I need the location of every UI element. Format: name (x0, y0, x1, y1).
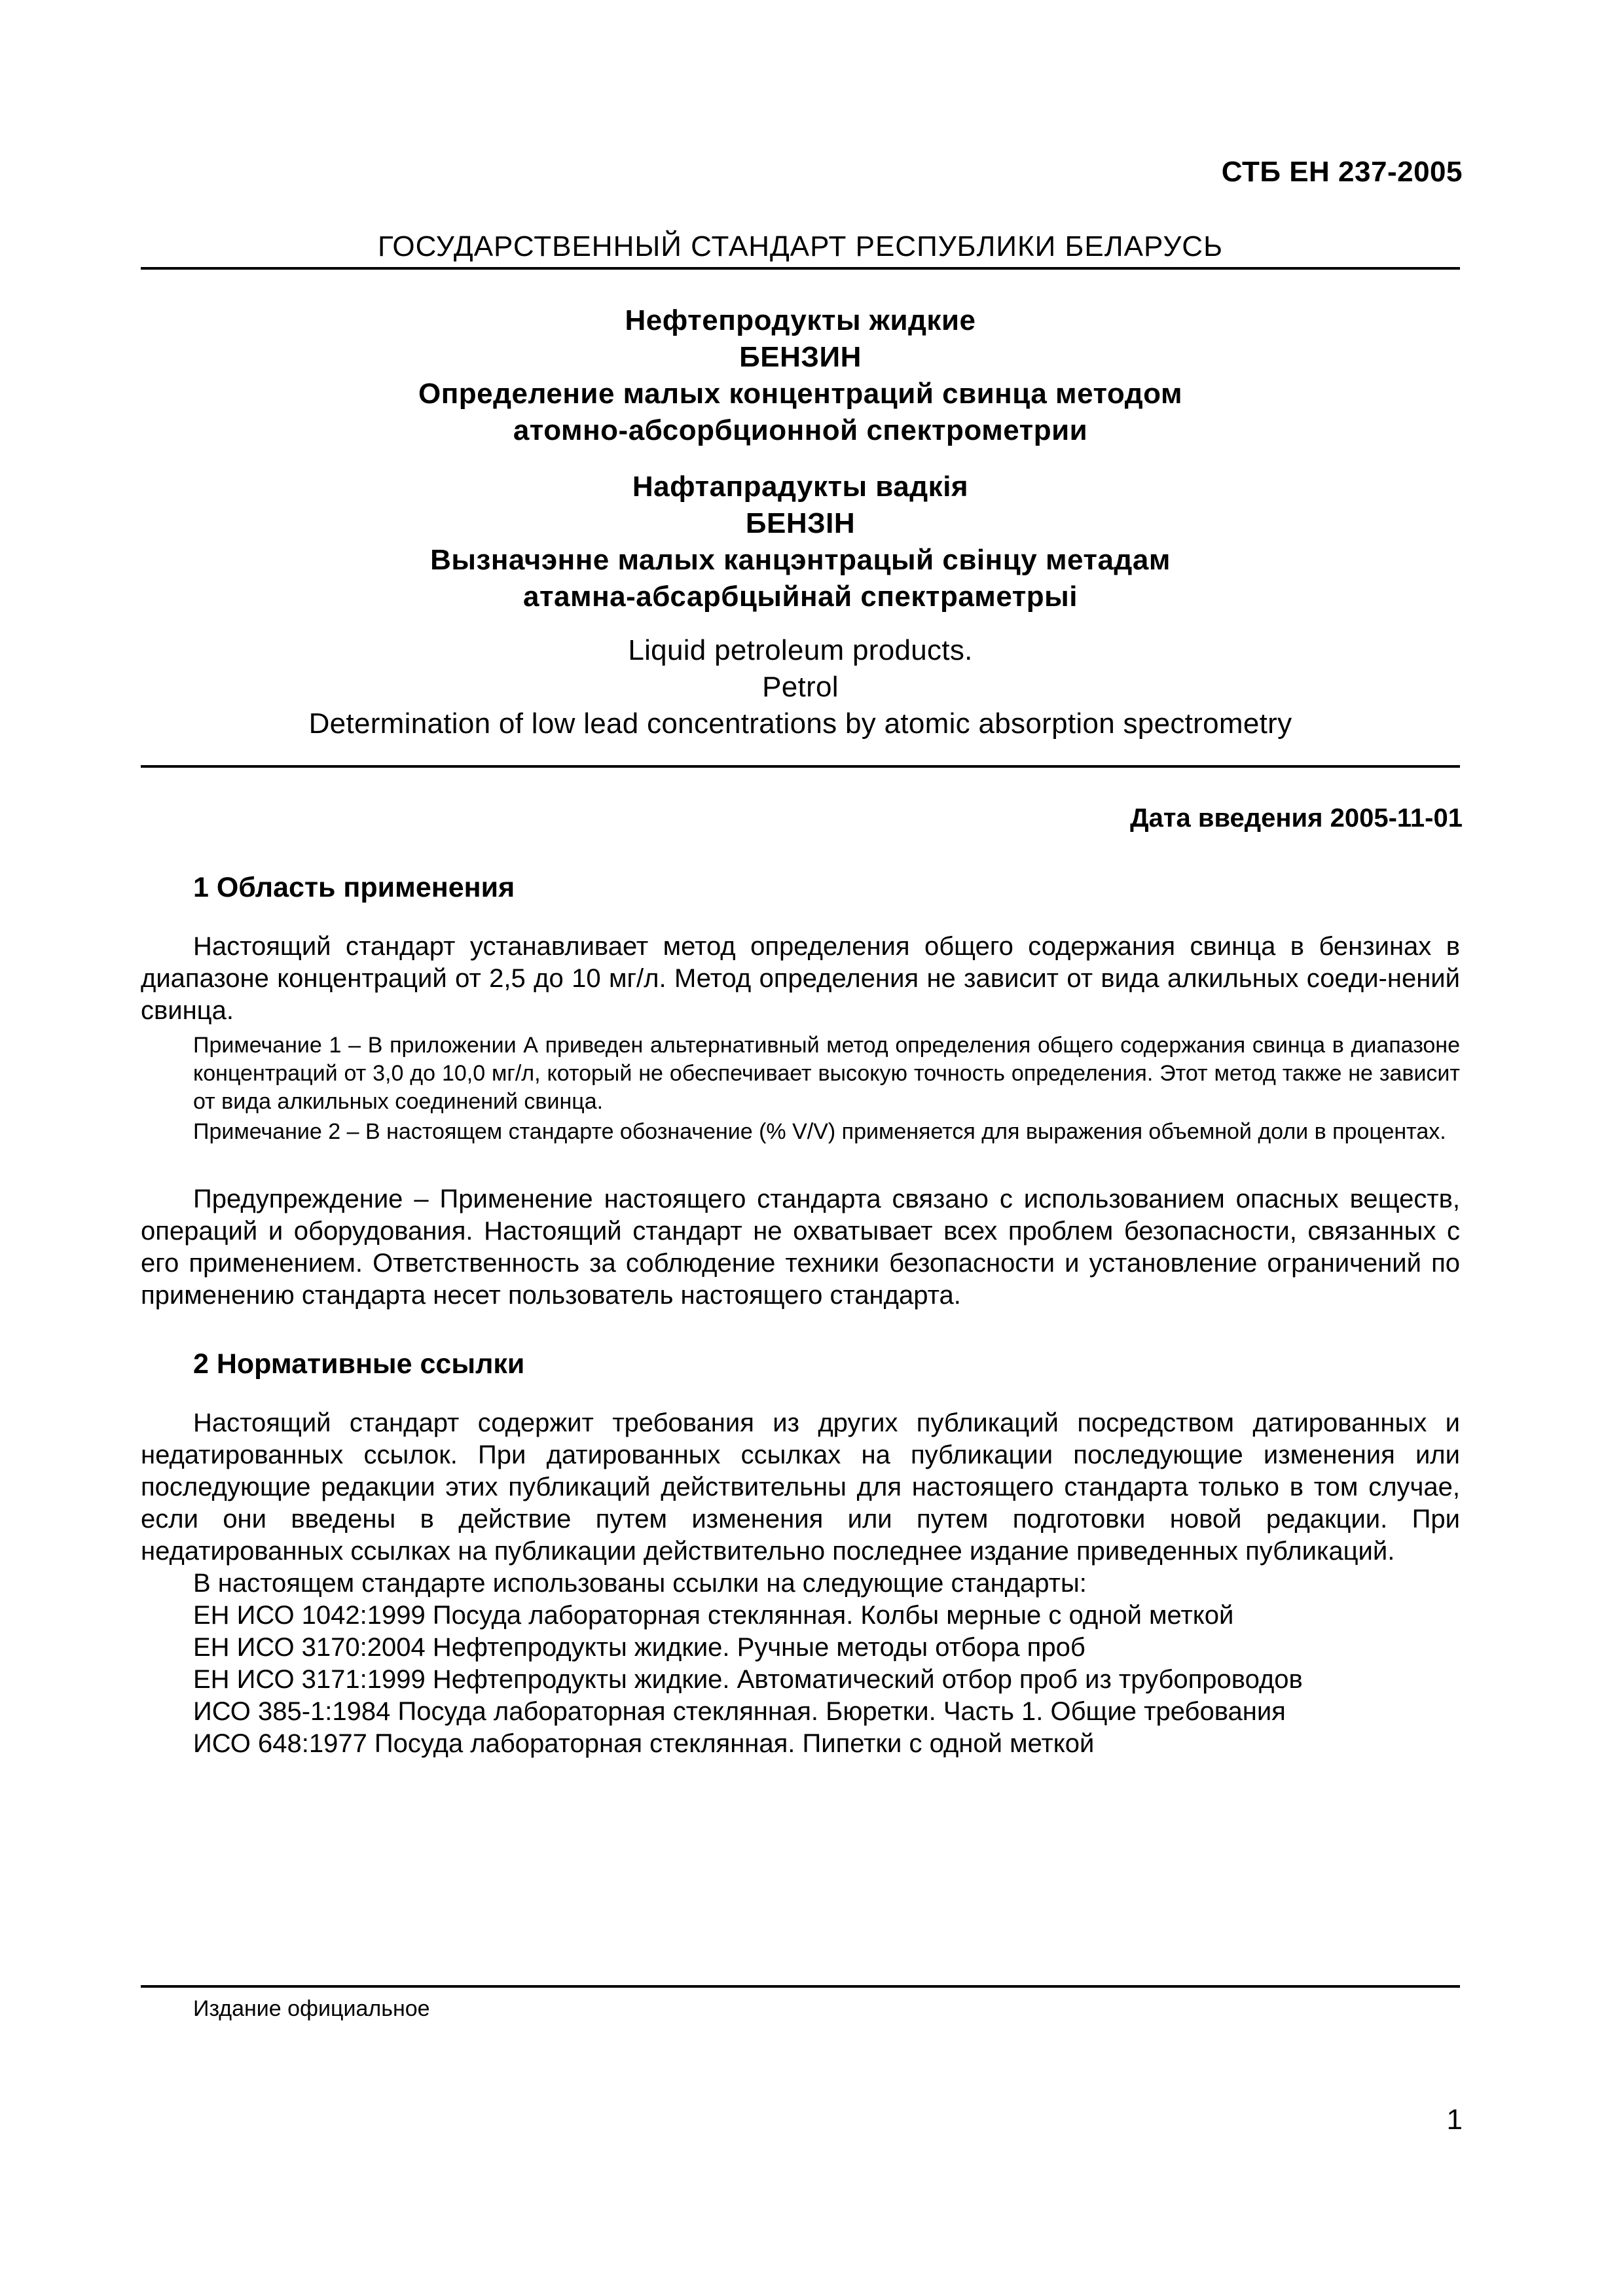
list-item: ИСО 385-1:1984 Посуда лабораторная стеклянная. Бюретки. Часть 1. Общие требования (193, 1697, 1286, 1726)
title-ru-line4: атомно-абсорбционной спектрометрии (513, 414, 1088, 446)
warning-paragraph: Предупреждение – Применение настоящего стандарта связано с использованием опасных веществ, операций и оборудования. Настоящий стандарт не охватывает всех проблем безопасности, связанных с его применением. Ответственность за соблюдение техники безопасности и установление ограничений по применению стандарта несет пользователь настоящего стандарта. (141, 1185, 1460, 1310)
references-list (193, 1568, 1460, 1760)
title-russian (141, 302, 1460, 449)
list-item: ЕН ИСО 3171:1999 Нефтепродукты жидкие. Автоматический отбор проб из трубопроводов (193, 1665, 1303, 1694)
list-item: ЕН ИСО 3170:2004 Нефтепродукты жидкие. Ручные методы отбора проб (193, 1633, 1085, 1662)
title-by-line4: атамна-абсарбцыйнай спектраметрыі (523, 581, 1078, 613)
state-standard-heading: ГОСУДАРСТВЕННЫЙ СТАНДАРТ РЕСПУБЛИКИ БЕЛАРУСЬ (378, 230, 1223, 262)
title-ru-line3: Определение малых концентраций свинца методом (418, 378, 1183, 410)
section-2-heading: 2 Нормативные ссылки (193, 1348, 525, 1380)
title-ru-line2: БЕНЗИН (739, 341, 862, 373)
title-divider (141, 765, 1460, 768)
introduction-date: Дата введения 2005-11-01 (1130, 804, 1463, 833)
section-1-paragraph: Настоящий стандарт устанавливает метод определения общего содержания свинца в бензинах в диапазоне концентраций от 2,5 до 10 мг/л. Метод определения не зависит от вида алкильных соеди-нений свинца. (141, 932, 1460, 1025)
footer-divider (141, 1985, 1460, 1988)
document-code: СТБ ЕН 237-2005 (1221, 156, 1463, 188)
list-intro: В настоящем стандарте использованы ссылки на следующие стандарты: (193, 1569, 1087, 1598)
list-item: ЕН ИСО 1042:1999 Посуда лабораторная стеклянная. Колбы мерные с одной меткой (193, 1601, 1234, 1630)
title-by-line2: БЕНЗІН (745, 507, 856, 539)
title-en-line2: Petrol (762, 671, 839, 703)
section-2-paragraph: Настоящий стандарт содержит требования из других публикаций посредством датированных и недатированных ссылок. При датированных ссылках на публикации последующие изменения или последующие редакции этих публикаций действительны для настоящего стандарта только в том случае, если они введены в действие путем изменения или путем подготовки новой редакции. При недатированных ссылках на публикации действительно последнее издание приведенных публикаций. (141, 1408, 1460, 1566)
section-1-heading: 1 Область применения (193, 872, 515, 903)
title-by-line3: Вызначэнне малых канцэнтрацый свінцу метадам (430, 544, 1171, 576)
title-belarusian (141, 469, 1460, 615)
title-ru-line1: Нефтепродукты жидкие (625, 304, 976, 336)
title-english (141, 632, 1460, 742)
title-en-line1: Liquid petroleum products. (628, 634, 973, 666)
title-en-line3: Determination of low lead concentrations by atomic absorption spectrometry (308, 708, 1292, 740)
title-by-line1: Нафтапрадукты вадкія (632, 471, 969, 503)
note-1: Примечание 1 – В приложении А приведен альтернативный метод определения общего содержания свинца в диапазоне концентраций от 3,0 до 10,0 мг/л, который не обеспечивает высокую точность определения. Этот метод также не зависит от вида алкильных соединений свинца. (193, 1033, 1460, 1114)
header-divider (141, 267, 1460, 270)
page-number: 1 (1446, 2104, 1463, 2136)
note-2: Примечание 2 – В настоящем стандарте обозначение (% V/V) применяется для выражения объемной доли в процентах. (193, 1119, 1446, 1144)
list-item: ИСО 648:1977 Посуда лабораторная стеклянная. Пипетки с одной меткой (193, 1729, 1095, 1758)
official-edition-label: Издание официальное (193, 1996, 430, 2021)
